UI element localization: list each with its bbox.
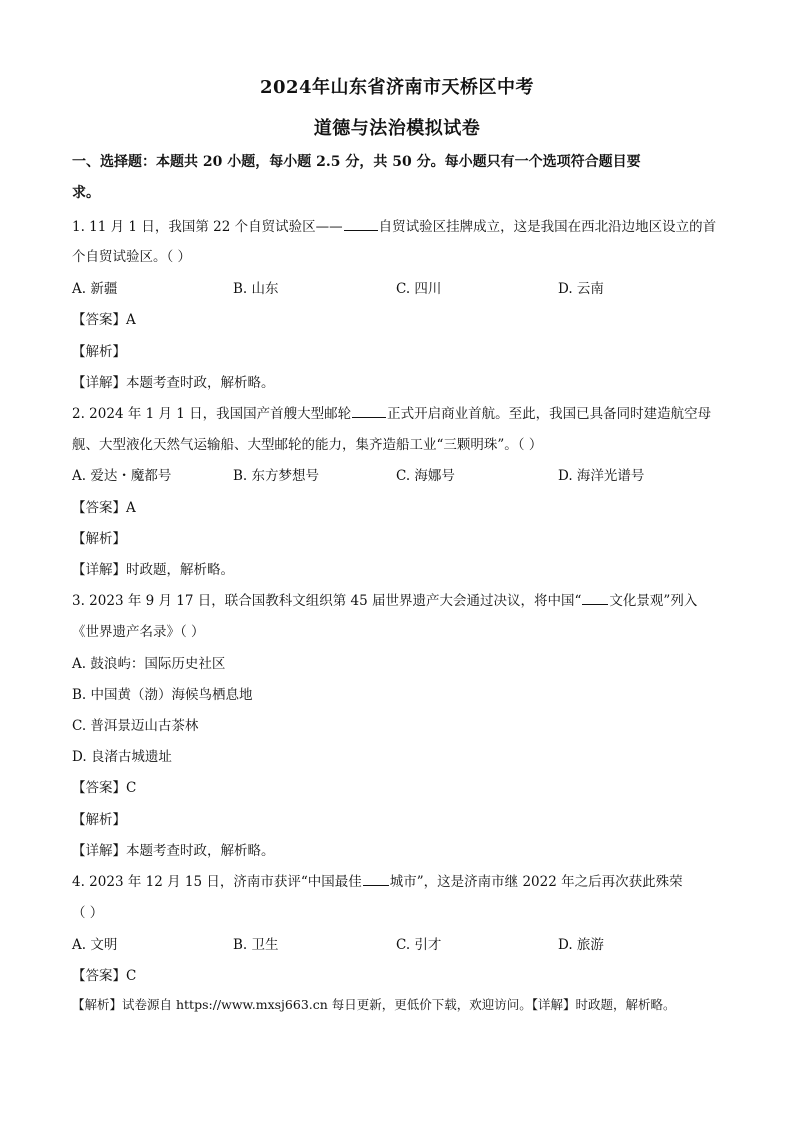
question-4-option-b: B. 卫生 [233, 937, 279, 953]
question-3-option-d: D. 良渚古城遗址 [72, 749, 172, 765]
question-1-option-c: C. 四川 [396, 281, 442, 297]
question-3-stem [72, 589, 697, 609]
question-3-option-a: A. 鼓浪屿：国际历史社区 [72, 656, 226, 672]
question-2-answer: 【答案】A [72, 500, 136, 516]
question-3-analysis: 【解析】 [72, 812, 126, 828]
section-heading-cont: 求。 [72, 185, 100, 201]
question-3-option-b: B. 中国黄（渤）海候鸟栖息地 [72, 687, 253, 703]
source-link[interactable]: https://www.mxsj663.cn [175, 997, 328, 1012]
doc-title-line2: 道德与法治模拟试卷 [313, 118, 481, 139]
question-4-option-d: D. 旅游 [558, 937, 604, 953]
question-4-stem-pre: 4. 2023 年 12 月 15 日，济南市获评“中国最佳 [72, 874, 362, 890]
fill-blank [582, 592, 608, 605]
question-2-option-d: D. 海洋光谱号 [558, 468, 645, 484]
question-1-stem-pre: 1. 11 月 1 日，我国第 22 个自贸试验区—— [72, 219, 343, 235]
question-1-analysis: 【解析】 [72, 344, 126, 360]
question-3-detail: 【详解】本题考查时政，解析略。 [72, 843, 275, 859]
question-1-detail: 【详解】本题考查时政，解析略。 [72, 375, 275, 391]
question-2-option-a: A. 爱达・魔都号 [72, 468, 172, 484]
question-3-option-c: C. 普洱景迈山古茶林 [72, 718, 199, 734]
question-1-option-d: D. 云南 [558, 281, 604, 297]
question-4-answer: 【答案】C [72, 968, 137, 984]
question-3-answer: 【答案】C [72, 780, 137, 796]
question-1-stem [72, 215, 716, 235]
question-3-stem-post: 文化景观”列入 [609, 593, 698, 609]
footer-source-label: 【解析】试卷源自 [72, 997, 176, 1012]
question-2-stem-pre: 2. 2024 年 1 月 1 日，我国国产首艘大型邮轮 [72, 406, 352, 422]
question-1-option-a: A. 新疆 [72, 281, 118, 297]
question-4-option-a: A. 文明 [72, 937, 118, 953]
question-2-detail: 【详解】时政题，解析略。 [72, 562, 234, 578]
question-2-stem [72, 402, 711, 422]
question-4-footer [72, 995, 676, 1013]
question-4-option-c: C. 引才 [396, 937, 442, 953]
question-4-stem-post: 城市”，这是济南市继 2022 年之后再次获此殊荣 [389, 874, 683, 890]
question-1-answer: 【答案】A [72, 312, 136, 328]
doc-title-line1: 2024年山东省济南市天桥区中考 [259, 77, 535, 98]
question-2-analysis: 【解析】 [72, 531, 126, 547]
fill-blank [344, 218, 378, 231]
question-4-stem-line2: （ ） [72, 905, 104, 921]
question-1-option-b: B. 山东 [233, 281, 279, 297]
fill-blank [363, 873, 389, 886]
question-3-stem-line2: 《世界遗产名录》（ ） [72, 624, 205, 640]
question-1-stem-line2: 个自贸试验区。（ ） [72, 249, 192, 265]
question-3-stem-pre: 3. 2023 年 9 月 17 日，联合国教科文组织第 45 届世界遗产大会通过决议，将中国“ [72, 593, 582, 609]
question-2-option-c: C. 海娜号 [396, 468, 455, 484]
question-2-stem-line2: 舰、大型液化天然气运输船、大型邮轮的能力，集齐造船工业“三颗明珠”。（ ） [72, 437, 543, 453]
question-4-stem [72, 870, 683, 890]
question-2-stem-post: 正式开启商业首航。至此，我国已具备同时建造航空母 [387, 406, 712, 422]
section-heading: 一、选择题：本题共 20 小题，每小题 2.5 分，共 50 分。每小题只有一个选项符合题目要 [72, 154, 641, 170]
question-1-stem-post: 自贸试验区挂牌成立，这是我国在西北沿边地区设立的首 [378, 219, 717, 235]
fill-blank [352, 405, 386, 418]
question-2-option-b: B. 东方梦想号 [233, 468, 320, 484]
footer-source-note: 每日更新，更低价下载，欢迎访问。【详解】时政题，解析略。 [327, 997, 676, 1012]
